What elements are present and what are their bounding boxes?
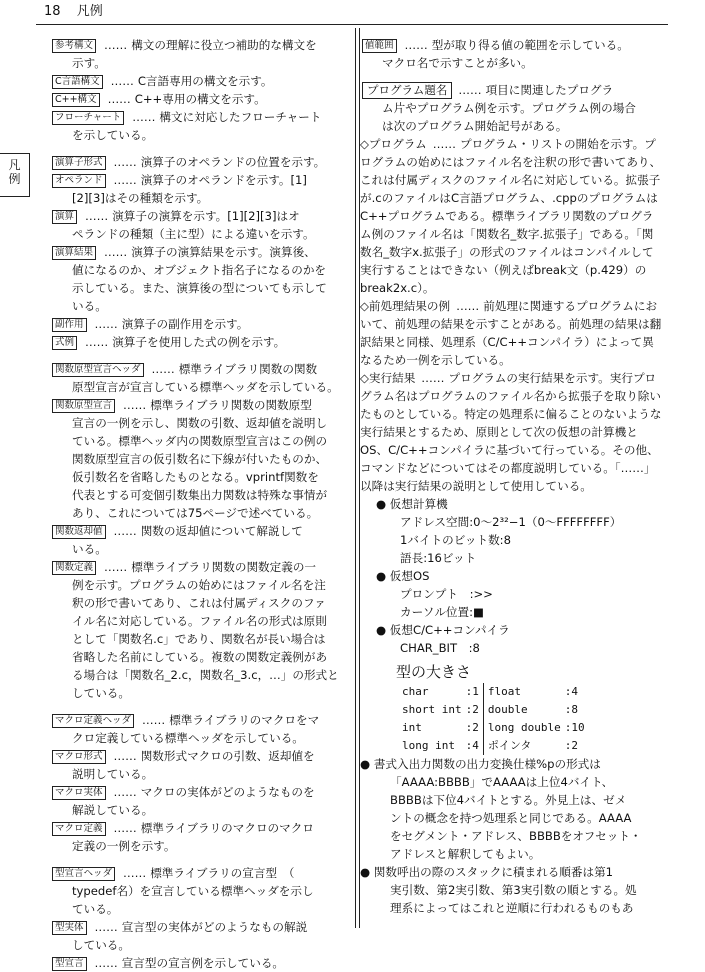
entry-text: ペランドの種類（主に型）による違いを示す。 xyxy=(72,227,315,241)
note-line: ントの概念を持つ処理系と同じである。AAAA xyxy=(390,811,632,825)
glossary-entry xyxy=(50,783,350,819)
entry-text: 偏ることのないような実行結果とするため、原則 xyxy=(360,407,662,439)
dots: …… xyxy=(107,92,131,106)
entry-text: 釈の形で書いてあり、これは付属ディスクのファ xyxy=(72,596,326,610)
entry-label: 関数返却値 xyxy=(52,525,106,539)
section-title: 凡例 xyxy=(76,4,103,19)
entry-text: いる。 xyxy=(72,299,107,313)
glossary-entry xyxy=(50,918,350,954)
glossary-entry xyxy=(50,558,350,702)
entry-label: 演算 xyxy=(52,210,77,224)
entry-text: 標準ライブラリ関数の関数原型 xyxy=(150,398,312,412)
glossary-entry xyxy=(50,243,350,315)
type-cell: double xyxy=(483,701,564,719)
dots: …… xyxy=(85,209,109,223)
entry-text: として「関数名.c」であり、関数名が長い場合は xyxy=(72,632,326,646)
type-row xyxy=(402,701,589,719)
entry-label: マクロ実体 xyxy=(52,786,106,800)
right-column xyxy=(360,36,662,917)
glossary-entry xyxy=(50,171,350,207)
dots: …… xyxy=(94,317,118,331)
note-item xyxy=(360,863,662,917)
note-line: 理系によってはこれと逆順に行われるものもあ xyxy=(390,901,634,915)
diamond-entry xyxy=(360,369,662,495)
entry-text: マクロの実体がどのようなものを xyxy=(140,785,315,799)
virtual-env-item: カーソル位置:■ xyxy=(400,605,484,619)
dots: …… xyxy=(123,398,147,412)
entry-text: C言語専用の構文を示す。 xyxy=(137,74,273,88)
entry-text: ルして実行することはできない（例えばbreak文 xyxy=(360,245,654,277)
dots: …… xyxy=(104,560,128,574)
entry-label: マクロ定義ヘッダ xyxy=(52,714,134,728)
glossary-entry xyxy=(50,396,350,522)
entry-text: 解説している。 xyxy=(72,803,154,817)
entry-text: マクロ名で示すことが多い。 xyxy=(382,56,533,70)
side-tab-char: 凡 xyxy=(8,158,21,172)
entry-text: プログラムの実行結果を示す。実行 xyxy=(448,371,633,385)
entry-text: 降は実行結果の説明として使用している。 xyxy=(371,479,592,493)
glossary-entry xyxy=(50,153,350,171)
entry-text: 省略した名前にしている。複数の関数定義例があ xyxy=(72,650,328,664)
dots: …… xyxy=(113,749,137,763)
glossary-entry xyxy=(50,747,350,783)
entry-text: 型が取り得る値の範囲を示している。 xyxy=(431,38,629,52)
entry-text: 宣言の一例を示し、関数の引数、返却値を説明し xyxy=(72,416,328,430)
side-tab-char: 例 xyxy=(8,172,21,186)
type-cell: :4 xyxy=(465,739,479,752)
entry-text: ている。 xyxy=(72,902,119,916)
entry-label: 演算子形式 xyxy=(52,156,106,170)
entry-text: は次のプログラム開始記号がある。 xyxy=(382,119,568,133)
entry-text: る場合は「関数名_2.c，関数名_3.c，…」の形式と xyxy=(72,668,339,682)
dots: …… xyxy=(104,38,128,52)
note-line: 「AAAA:BBBB」でAAAAは上位4バイト、 xyxy=(390,775,614,789)
entry-text: 演算子の演算結果を示す。演算後、 xyxy=(131,245,316,259)
type-cell: :2 xyxy=(564,739,578,752)
type-sizes-table xyxy=(402,683,589,755)
entry-label: 型宣言ヘッダ xyxy=(52,867,115,881)
entry-text: 標準ライブラリの宣言型 （ xyxy=(150,866,295,880)
entry-text: 定義の一例を示す。 xyxy=(72,839,176,853)
glossary-entry xyxy=(50,72,350,90)
entry-text: 関数形式マクロの引数、返却値を xyxy=(140,749,315,763)
entry-text: 原型宣言が宣言している標準ヘッダを示している。 xyxy=(72,380,339,394)
entry-text: 標準ライブラリ関数の関数定義の一 xyxy=(131,560,317,574)
entry-text: プログラム名はプログラムのファイル名から拡張 xyxy=(360,371,657,403)
dots: …… xyxy=(113,155,137,169)
header-rule xyxy=(36,24,668,25)
glossary-entry xyxy=(50,522,350,558)
entry-text: 理の結果は翻訳結果と同様、処理系（C/C++コ xyxy=(360,317,662,349)
dots: …… xyxy=(132,110,156,124)
dots: …… xyxy=(151,362,175,376)
dots: …… xyxy=(142,713,166,727)
entry-text: グラム、.cppのプログラムはC++プログラムで xyxy=(360,191,658,223)
diamond-entry xyxy=(360,135,662,297)
entry-text: 演算子のオペランドの位置を示す。 xyxy=(140,155,326,169)
virtual-env-title: ● 仮想計算機 xyxy=(376,497,448,511)
virtual-env-item: CHAR_BIT :8 xyxy=(400,641,480,655)
dots: …… xyxy=(123,866,147,880)
dots: …… xyxy=(94,956,118,970)
entry-label: 演算結果 xyxy=(52,246,96,260)
type-cell: :1 xyxy=(465,685,479,698)
type-cell: :10 xyxy=(564,721,585,734)
virtual-env-title: ● 仮想OS xyxy=(376,569,430,583)
entry-label: ◇前処理結果の例 xyxy=(360,299,451,313)
type-cell: :8 xyxy=(564,703,578,716)
entry-text: 前処理に関連するプログラム xyxy=(483,299,634,313)
entry-label: ◇実行結果 xyxy=(360,371,416,385)
entry-text: 仮引数名を省略したものとなる。vprintf関数を xyxy=(72,470,319,484)
entry-text: 標準ライブラリのマクロのマクロ xyxy=(140,821,314,835)
entry-label: C言語構文 xyxy=(52,75,103,89)
dots: …… xyxy=(432,137,456,151)
entry-label: C++構文 xyxy=(52,93,100,107)
entry-text: 値になるのか、オブジェクト指名子になるのかを xyxy=(72,263,327,277)
type-cell: :2 xyxy=(465,703,479,716)
entry-label: ◇プログラム xyxy=(360,137,427,151)
section-gap xyxy=(50,144,350,153)
type-cell: :4 xyxy=(564,685,578,698)
virtual-env-item: 語長:16ビット xyxy=(400,551,477,565)
entry-label: 値範囲 xyxy=(362,39,397,53)
type-cell: long double xyxy=(483,719,564,737)
entry-text: 演算子の副作用を示す。 xyxy=(121,317,249,331)
glossary-entry xyxy=(50,333,350,351)
dots: …… xyxy=(421,371,445,385)
entry-label: 関数原型宣言 xyxy=(52,399,115,413)
entry-text: C++専用の構文を示す。 xyxy=(134,92,266,106)
section-gap xyxy=(50,855,350,864)
type-row xyxy=(402,737,589,755)
entry-text: イル名に対応している。ファイル名の形式は原則 xyxy=(72,614,327,628)
virtual-env-title: ● 仮想C/C++コンパイラ xyxy=(376,623,510,637)
glossary-entry xyxy=(50,360,350,396)
entry-text: 項目に関連したプログラ xyxy=(485,83,614,97)
note-line: BBBBは下位4バイトとする。外見上は、ゼメ xyxy=(390,793,627,807)
dots: …… xyxy=(456,299,480,313)
entry-text: 標準ライブラリ関数の関数 xyxy=(178,362,318,376)
dots: …… xyxy=(113,524,137,538)
type-cell: long int xyxy=(402,739,455,752)
glossary-entry xyxy=(50,954,350,972)
entry-label: 型実体 xyxy=(52,921,87,935)
entry-text: 演算子のオペランドを示す。[1] xyxy=(140,173,307,187)
dots: …… xyxy=(113,173,137,187)
entry-text: 子を取り除いたものとしている。特定の処理系に xyxy=(360,389,661,421)
entry-text: として次の仮想の計算機とOS、C/C++コンパ xyxy=(360,425,638,457)
entry-text: 宣言型の実体がどのようなもの解説 xyxy=(121,920,308,934)
entry-text: を示している。 xyxy=(72,128,154,142)
entry-text: プログラム・リストの開始を示す。 xyxy=(459,137,645,151)
glossary-entry xyxy=(50,711,350,747)
glossary-entry xyxy=(50,108,350,144)
dots: …… xyxy=(113,785,137,799)
entry-text: （p.429）のbreak2x.c）。 xyxy=(360,263,647,295)
side-tab xyxy=(0,153,30,197)
section-gap xyxy=(50,351,350,360)
entry-text: いてあり、これは付属ディスクのファイル名に対 xyxy=(360,155,662,187)
type-cell: :2 xyxy=(465,721,479,734)
glossary-entry xyxy=(50,819,350,855)
glossary-entry xyxy=(360,81,662,135)
section-gap xyxy=(360,72,662,81)
entry-text: 説明している。 xyxy=(72,767,154,781)
entry-text: 応している。拡張子が.cのファイルはC言語プロ xyxy=(360,173,661,205)
entry-text: typedef名）を宣言している標準ヘッダを示し xyxy=(72,884,314,898)
type-cell: char xyxy=(402,685,429,698)
type-cell: int xyxy=(402,721,422,734)
entry-text: イラに基づいて行っている。その他、コマンドな xyxy=(360,443,659,475)
note-item xyxy=(360,755,662,863)
type-cell: short int xyxy=(402,703,462,716)
page-number: 18 xyxy=(44,4,61,19)
entry-text: 構文に対応したフローチャート xyxy=(159,110,322,124)
entry-text: 名_数字x.拡張子」の形式のファイルはコンパイ xyxy=(371,245,619,259)
entry-label: 式例 xyxy=(52,336,77,350)
type-cell: float xyxy=(483,683,564,701)
entry-text: [2][3]はその種類を示す。 xyxy=(72,191,209,205)
glossary-entry xyxy=(50,90,350,108)
entry-text: している。 xyxy=(72,686,130,700)
entry-label: 参考構文 xyxy=(52,39,96,53)
entry-text: イル名は「関数名_数字.拡張子」である。「関数 xyxy=(360,227,654,259)
entry-label: オペランド xyxy=(52,174,106,188)
glossary-entry xyxy=(50,207,350,243)
type-row xyxy=(402,683,589,701)
dots: …… xyxy=(85,335,109,349)
type-row xyxy=(402,719,589,737)
entry-text: 例を示す。プログラムの始めにはファイル名を注 xyxy=(72,578,326,592)
entry-label: 関数原型宣言ヘッダ xyxy=(52,363,144,377)
entry-label: マクロ定義 xyxy=(52,822,106,836)
note-line: アドレスと解釈してもよい。 xyxy=(390,847,541,861)
glossary-entry xyxy=(50,315,350,333)
dots: …… xyxy=(94,920,118,934)
entry-text: 構文の理解に役立つ補助的な構文を xyxy=(131,38,317,52)
virtual-env-item: アドレス空間:0〜2³²−1（0〜FFFFFFFF） xyxy=(400,515,622,529)
dots: …… xyxy=(104,245,128,259)
glossary-entry xyxy=(360,36,662,72)
entry-text: プログラムの始めにはファイル名を注釈の形で書 xyxy=(360,137,656,169)
entry-label: マクロ形式 xyxy=(52,750,106,764)
diamond-entry xyxy=(360,297,662,369)
page-header xyxy=(44,4,115,20)
left-column xyxy=(50,36,350,972)
type-cell: ポインタ xyxy=(483,737,564,755)
note-line: 実引数、第2実引数、第3実引数の順とする。処 xyxy=(390,883,637,897)
virtual-env-item: 1バイトのビット数:8 xyxy=(400,533,511,547)
entry-text: どについてはその都度説明している。「……」以 xyxy=(360,461,656,493)
entry-text: 代表とする可変個引数集出力関数は特殊な事情が xyxy=(72,488,328,502)
entry-text: ンパイラ）によって異なるため一例を示している。 xyxy=(360,335,654,367)
entry-text: 示している。また、演算後の型についても示して xyxy=(72,281,327,295)
section-gap xyxy=(50,702,350,711)
note-line: ● 書式入出力関数の出力変換仕様%pの形式は xyxy=(360,757,601,771)
dots: …… xyxy=(404,38,428,52)
entry-text: ている。標準ヘッダ内の関数原型宣言はこの例の xyxy=(72,434,328,448)
entry-text: 関数原型宣言の仮引数名に下線が付いたものか、 xyxy=(72,452,328,466)
type-sizes-title: 型の大きさ xyxy=(396,663,472,681)
entry-text: している。 xyxy=(72,938,130,952)
dots: …… xyxy=(113,821,137,835)
note-line: ● 関数呼出の際のスタックに積まれる順番は第1 xyxy=(360,865,614,879)
entry-text: クロ定義している標準ヘッダを示している。 xyxy=(72,731,304,745)
virtual-env-item: プロンプト :>> xyxy=(400,587,493,601)
dots: …… xyxy=(458,83,482,97)
entry-text: 演算子を使用した式の例を示す。 xyxy=(112,335,286,349)
entry-text: 関数の返却値について解説して xyxy=(140,524,303,538)
glossary-entry xyxy=(50,36,350,72)
entry-label: 副作用 xyxy=(52,318,87,332)
note-line: をセグメント・アドレス、BBBBをオフセット・ xyxy=(390,829,642,843)
entry-text: 示す。 xyxy=(72,56,106,70)
entry-label: フローチャート xyxy=(52,111,124,125)
entry-text: 演算子の演算を示す。[1][2][3]はオ xyxy=(112,209,300,223)
entry-text: いる。 xyxy=(72,542,107,556)
entry-text: あり、これについては75ページで述べている。 xyxy=(72,506,319,520)
entry-label: プログラム題名 xyxy=(362,82,452,99)
entry-label: 関数定義 xyxy=(52,561,96,575)
entry-label: 型宣言 xyxy=(52,957,87,971)
glossary-entry xyxy=(50,864,350,918)
entry-text: において、前処理の結果を示すことがある。前処 xyxy=(360,299,658,331)
entry-text: ある。標準ライブラリ関数のプログラム例のファ xyxy=(360,209,654,241)
entry-text: 宣言型の宣言例を示している。 xyxy=(121,956,285,970)
entry-text: ム片やプログラム例を示す。プログラム例の場合 xyxy=(382,101,636,115)
dots: …… xyxy=(110,74,134,88)
entry-text: 標準ライブラリのマクロをマ xyxy=(169,713,320,727)
